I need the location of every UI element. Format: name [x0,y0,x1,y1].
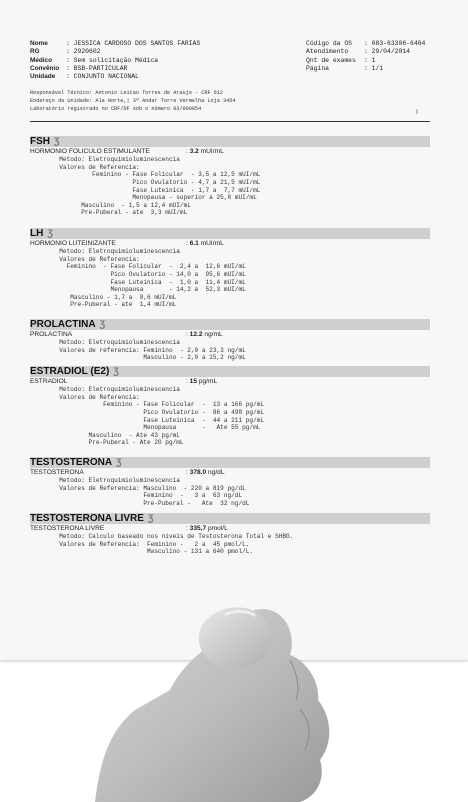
reference-line: Valores de Referencia: [30,163,140,171]
reference-line: Feminino - Fase Folicular - 2,4 a 12,6 mUI/mL [30,263,246,271]
reference-line: Metodo: Eletroquimioluminescencia [30,477,180,485]
section-title: PROLACTINA [30,319,96,330]
test-line [30,378,430,386]
responsible-info [30,89,235,113]
cursor-mark: I [416,109,418,116]
test-line [30,525,430,533]
result-value: 12.2 [189,331,203,338]
order-value: : 083-63306-6464 [364,40,426,47]
order-info-right [306,40,425,73]
result-section [30,513,430,556]
section-title-bar [30,319,430,330]
reference-line: Valores de Referencia: Feminino - 2 a 45 pmol/L. [30,540,250,548]
test-line [30,240,430,248]
order-label: Código da OS [306,40,353,47]
responsible-line: Responsável Técnico: Antonio Leitao Torres de Araujo - CRF 612 [30,90,224,96]
reference-line: Valores de Referencia: Masculino - 220 a 819 pg/dL [30,484,246,492]
result-section [30,136,430,217]
result-unit: pmol/L [206,525,228,532]
result-unit: ng/mL [202,331,223,338]
result-value: 335,7 [189,525,207,532]
test-result: : 378.0 ng/dL [186,469,225,476]
section-title-bar [30,457,430,468]
result-unit: mUI/mL [198,240,224,247]
reference-line: Menopausa - Ate 55 pg/mL [30,424,261,432]
result-unit: pg/mL [197,378,218,385]
test-line [30,331,430,339]
reference-line: Valores de Referencia: [30,393,140,401]
reference-line: Pico Ovulatorio - 4,7 a 21,5 mUI/mL [30,178,261,186]
history-icon[interactable]: Ʒ [113,366,119,376]
reference-line: Menopausa - superior a 25,8 mUI/mL [30,194,257,202]
test-name: TESTOSTERONA LIVRE [30,525,105,532]
section-title-bar [30,228,430,239]
reference-line: Masculino - 1,5 a 12,4 mUI/mL [30,201,191,209]
reference-line: Menopausa - 14,2 a 52,3 mUI/mL [30,286,246,294]
test-name: PROLACTINA [30,331,73,338]
header-value: : CONJUNTO NACIONAL [66,73,139,81]
test-name: HORMONIO LUTEINIZANTE [30,240,116,247]
section-title: ESTRADIOL (E2) [30,366,110,377]
reference-line: Fase Luteinica - 1,7 a 7,7 mUI/mL [30,186,261,194]
history-icon[interactable]: Ʒ [47,228,53,238]
section-title-bar [30,136,430,147]
header-row [30,73,440,81]
thumb-shape [199,607,271,667]
result-value: 3.2 [189,148,199,155]
order-value: : 1/1 [364,64,384,72]
result-unit: mUI/mL [198,148,224,155]
result-value: 378.0 [189,469,207,476]
result-section [30,366,430,447]
reference-line: Pico Ovulatorio - 86 a 498 pg/mL [30,408,265,416]
section-title: FSH [30,136,50,147]
header-label: Convênio [30,64,60,72]
header-label: RG [30,48,40,56]
test-result: : 15 pg/mL [186,378,218,385]
reference-line: Feminino - Fase Folicular - 13 a 166 pg/mL [30,401,265,409]
reference-line: Pre-Puberal - Ate 32 ng/dL [30,499,250,507]
result-section [30,228,430,309]
test-name: HORMONIO FOLICULO ESTIMULANTE [30,148,150,155]
history-icon[interactable]: Ʒ [54,136,60,146]
order-label: Atendimento [306,48,349,56]
header-value: : JESSICA CARDOSO DOS SANTOS FARIAS [66,40,201,47]
reference-line: Valores de referencia: Feminino - 2,0 a 23,3 ng/mL [30,346,246,354]
header-value: : BSB-PARTICULAR [66,64,128,72]
order-value: : 29/04/2014 [364,48,411,56]
result-value: 15 [189,378,198,385]
reference-line: Metodo: Calculo baseado nos niveis de Testosterona Total e SHBG. [30,533,294,541]
reference-line: Feminino - 3 a 63 ng/dL [30,492,243,500]
section-title: TESTOSTERONA LIVRE [30,513,144,524]
reference-line: Metodo: Eletroquimioluminescencia [30,248,180,256]
reference-line: Pre-Puberal - ate 3,3 mUI/mL [30,209,188,217]
reference-line: Fase Luteinica - 44 a 211 pg/mL [30,416,265,424]
order-label: Qnt de exames [306,56,356,64]
section-title-bar [30,366,430,377]
responsible-line: Laboratório registrado no CRF/DF sob o número 03/000054 [30,106,202,112]
test-result: : 6.1 mUI/mL [186,240,224,247]
test-name: ESTRADIOL [30,378,68,385]
responsible-line: Endereço da Unidade: Ala Norte,| 3º Andar Torre Vermelha Loja 3454 [30,98,236,104]
reference-line: Masculino - Ate 43 pg/mL [30,431,180,439]
header-label: Nome [30,40,48,47]
reference-line: Pre-Puberal - ate 1,4 mUI/mL [30,301,177,309]
reference-line: Pre-Puberal - Ate 20 pg/mL [30,439,184,447]
reference-line: Masculino - 131 a 640 pmol/L. [30,548,254,556]
test-result: : 3.2 mUI/mL [186,148,224,155]
reference-line: Masculino - 2,0 a 15,2 ng/mL [30,354,246,362]
header-divider [30,121,430,122]
test-name: TESTOSTERONA [30,469,84,476]
header-label: Médico [30,56,53,64]
test-result: : 12.2 ng/mL [186,331,223,338]
order-row [306,40,425,48]
result-unit: ng/dL [206,469,225,476]
header-label: Unidade [30,73,56,81]
reference-line: Valores de Referencia: [30,255,140,263]
patient-header [30,40,440,81]
reference-line: Pico Ovulatorio - 14,0 a 95,6 mUI/mL [30,270,246,278]
order-value: : 1 [364,56,376,64]
reference-line: Fase Luteinica - 1,0 a 11,4 mUI/mL [30,278,246,286]
hand-image [0,560,468,802]
order-row [306,65,425,73]
test-line [30,469,430,477]
history-icon[interactable]: Ʒ [99,319,106,329]
reference-line: Metodo: Eletroquimioluminescencia [30,156,180,164]
result-value: 6.1 [189,240,199,247]
order-label: Página [306,64,330,72]
order-row [306,57,425,65]
result-section [30,457,430,508]
history-icon[interactable]: Ʒ [116,457,122,467]
reference-line: Masculino - 1,7 a 8,6 mUI/mL [30,293,177,301]
history-icon[interactable]: Ʒ [147,513,154,523]
section-title: LH [30,228,44,239]
header-value: : 2920602 [66,48,101,56]
section-title: TESTOSTERONA [30,457,113,468]
test-line [30,148,430,156]
reference-line: Feminino - Fase Folicular - 3,5 a 12,5 mUI/mL [30,171,261,179]
reference-line: Metodo: Eletroquimioluminescencia [30,339,180,347]
section-title-bar [30,513,430,524]
test-result: : 335,7 pmol/L [186,525,228,532]
reference-line: Metodo: Eletroquimioluminescencia [30,386,180,394]
result-section [30,319,430,362]
order-row [306,48,425,56]
header-value: : Sem solicitação Médica [66,56,159,64]
